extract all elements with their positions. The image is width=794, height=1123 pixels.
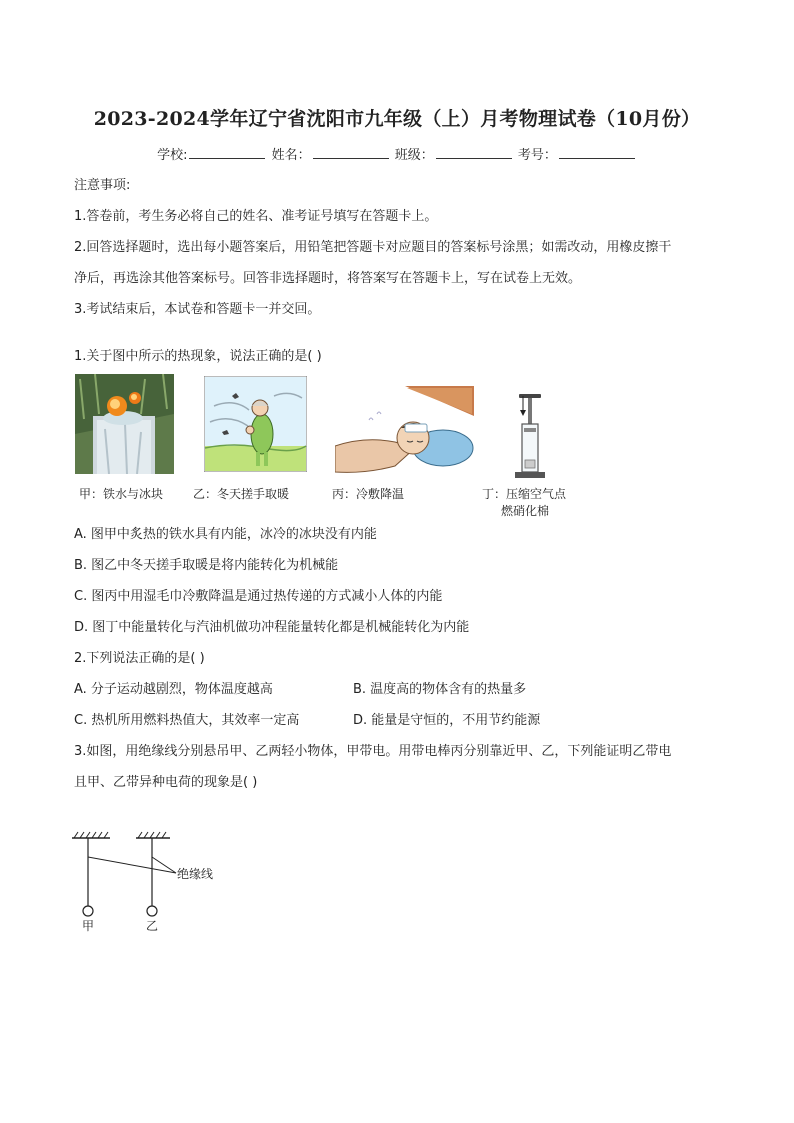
- class-label: 班级：: [394, 148, 434, 163]
- q3-stem-line-2: 且甲、乙带异种电荷的现象是( ): [74, 775, 258, 790]
- leader-line-1: [88, 857, 176, 873]
- q2-stem: 2.下列说法正确的是( ): [74, 651, 205, 666]
- q1-caption-bing: 丙：冷敷降温: [332, 487, 405, 501]
- q2-option-d[interactable]: D. 能量是守恒的，不用节约能源: [353, 713, 541, 728]
- q1-option-b[interactable]: B. 图乙中冬天搓手取暖是将内能转化为机械能: [74, 558, 339, 573]
- q1-option-c[interactable]: C. 图丙中用湿毛巾冷敷降温是通过热传递的方式减小人体的内能: [74, 589, 443, 604]
- name-blank[interactable]: [313, 146, 389, 159]
- q2-option-a[interactable]: A. 分子运动越剧烈，物体温度越高: [74, 682, 273, 697]
- molten-iron-ice-illustration: [75, 374, 174, 474]
- q1-caption-jia: 甲：铁水与冰块: [79, 487, 164, 501]
- paper-title: 2023-2024学年辽宁省沈阳市九年级（上）月考物理试卷（10月份）: [93, 108, 701, 130]
- q1-stem: 1.关于图中所示的热现象，说法正确的是( ): [74, 349, 322, 364]
- notice-item-3: 3.考试结束后，本试卷和答题卡一并交回。: [74, 302, 321, 317]
- notice-heading: 注意事项:: [74, 178, 131, 193]
- q2-option-c[interactable]: C. 热机所用燃料热值大，其效率一定高: [74, 713, 300, 728]
- q1-caption-ding-1: 丁：压缩空气点: [482, 487, 567, 501]
- q1-caption-ding-2: 燃硝化棉: [501, 504, 550, 518]
- q2-option-b[interactable]: B. 温度高的物体含有的热量多: [353, 682, 527, 697]
- q3-suspension-figure: [66, 826, 236, 936]
- label-jia: 甲: [82, 919, 95, 933]
- q1-image-yi: [204, 376, 307, 472]
- q1-caption-yi: 乙：冬天搓手取暖: [193, 487, 290, 501]
- ceiling-support-left: [72, 832, 110, 838]
- label-insulated-wire: 绝缘线: [177, 867, 214, 881]
- notice-item-1: 1.答卷前，考生务必将自己的姓名、准考证号填写在答题卡上。: [74, 209, 438, 224]
- number-blank[interactable]: [559, 146, 635, 159]
- q1-image-bing: [335, 386, 474, 481]
- object-yi: [147, 906, 157, 916]
- cold-compress-illustration: [335, 386, 474, 481]
- q1-option-d[interactable]: D. 图丁中能量转化与汽油机做功冲程能量转化都是机械能转化为内能: [74, 620, 470, 635]
- number-label: 考号：: [517, 148, 557, 163]
- rubbing-hands-illustration: [204, 376, 307, 472]
- school-blank[interactable]: [189, 146, 265, 159]
- name-label: 姓名：: [271, 148, 311, 163]
- q1-image-jia: [75, 374, 174, 474]
- notice-item-2-cont: 净后，再选涂其他答案标号。回答非选择题时，将答案写在答题卡上，写在试卷上无效。: [74, 271, 582, 286]
- student-info-row: [0, 144, 794, 163]
- ceiling-support-right: [136, 832, 170, 838]
- q1-image-ding: [509, 388, 551, 482]
- school-label: 学校:: [157, 148, 188, 163]
- object-jia: [83, 906, 93, 916]
- notice-item-2: 2.回答选择题时，选出每小题答案后，用铅笔把答题卡对应题目的答案标号涂黑；如需改动，用橡皮擦干: [74, 240, 672, 255]
- q1-option-a[interactable]: A. 图甲中炙热的铁水具有内能，冰冷的冰块没有内能: [74, 527, 377, 542]
- label-yi: 乙: [146, 919, 159, 933]
- q3-stem-line-1: 3.如图，用绝缘线分别悬吊甲、乙两轻小物体，甲带电。用带电棒丙分别靠近甲、乙，下列能证明乙带电: [74, 744, 672, 759]
- air-compression-cylinder-illustration: [509, 388, 551, 482]
- class-blank[interactable]: [436, 146, 512, 159]
